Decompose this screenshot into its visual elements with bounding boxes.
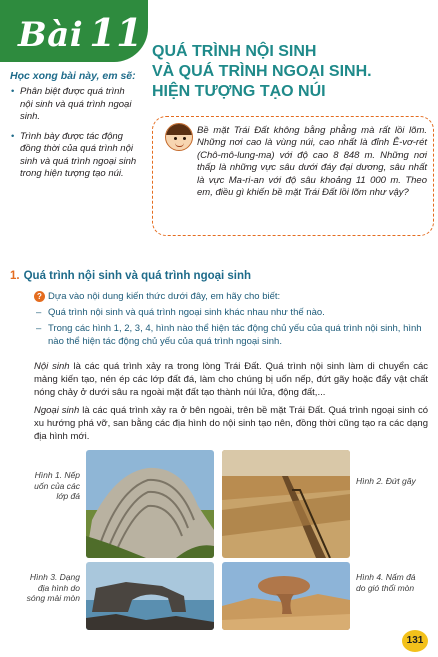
question-bullet: – Quá trình nội sinh và quá trình ngoại sinh khác nhau như thế nào.: [34, 306, 430, 319]
objective-item: • Trình bày được tác động đồng thời của quá trình nội sinh và quá trình ngoại sinh trong hiện tượng tạo núi.: [10, 131, 138, 181]
term-external: Ngoại sinh: [34, 405, 80, 416]
paragraph-external: [34, 404, 428, 443]
lesson-tab: [0, 0, 148, 62]
objective-item: • Phân biệt được quá trình nội sinh và quá trình ngoại sinh.: [10, 86, 138, 124]
figure-1-caption: Hình 1. Nếp uốn của các lớp đá: [34, 470, 80, 501]
figure-2-photo: [222, 450, 350, 558]
term-internal: Nội sinh: [34, 361, 70, 372]
title-line-3: HIỆN TƯỢNG TẠO NÚI: [152, 83, 326, 100]
lesson-number: [18, 10, 143, 55]
objectives-list: [10, 86, 138, 181]
lesson-title: [152, 42, 432, 102]
objectives-sidebar: [10, 70, 138, 188]
figure-2-caption: Hình 2. Đứt gãy: [356, 476, 416, 486]
intro-text: Bề mặt Trái Đất không bằng phẳng mà rất lồi lõm. Những nơi cao là vùng núi, cao nhất là đỉnh Ê-vơ-rét (Chô-mô-lung-ma) với độ cao 8 848 m. Những nơi thấp là những vực sâu dưới đáy đại dương, sâu nhất là vực Ma-ri-an với độ sâu khoảng 11 000 m. Theo em, điều gì khiến bề mặt Trái Đất lồi lõm như vậy?: [197, 125, 427, 199]
figure-1-photo: [86, 450, 214, 558]
section-title: Quá trình nội sinh và quá trình ngoại sinh: [23, 270, 252, 282]
figure-3-photo: [86, 562, 214, 630]
lesson-num: 11: [89, 10, 144, 55]
paragraph-internal: [34, 360, 428, 399]
figure-4-photo: [222, 562, 350, 630]
figure-4-caption: Hình 4. Nấm đá do gió thổi mòn: [356, 572, 416, 593]
paragraph-internal-text: là các quá trình xảy ra trong lòng Trái Đất. Quá trình nội sinh làm di chuyển các mảng kiến tạo, nén ép các lớp đất đá, làm cho chúng bị uốn nếp, đứt gãy hoặc đẩy vật chất nóng chảy ở dưới sâu ra ngoài mặt đất tạo thành núi lửa, động đất,...: [34, 361, 428, 398]
question-block: [34, 290, 430, 351]
student-avatar-icon: [165, 123, 193, 151]
question-bullet: – Trong các hình 1, 2, 3, 4, hình nào thể hiện tác động chủ yếu của quá trình nội sinh, hình nào thể hiện tác động chủ yếu của quá trình ngoại sinh.: [34, 322, 430, 348]
figure-3-caption: Hình 3. Dạng địa hình do sóng mài mòn: [26, 572, 80, 603]
section-number: 1.: [10, 270, 20, 282]
objectives-heading: Học xong bài này, em sẽ:: [10, 70, 136, 82]
section-heading: [10, 270, 251, 282]
page-number: 131: [402, 630, 428, 652]
intro-box: [152, 116, 434, 236]
question-prompt-text: Dựa vào nội dung kiến thức dưới đây, em hãy cho biết:: [48, 291, 281, 302]
question-icon: ?: [34, 291, 45, 302]
title-line-2: VÀ QUÁ TRÌNH NGOẠI SINH.: [152, 63, 372, 80]
lesson-label: Bài: [18, 15, 84, 55]
title-line-1: QUÁ TRÌNH NỘI SINH: [152, 43, 317, 60]
question-prompt: [34, 290, 430, 303]
paragraph-external-text: là các quá trình xảy ra ở bên ngoài, trên bề mặt Trái Đất. Quá trình ngoại sinh có xu hướng phá vỡ, san bằng các địa hình do nội sinh tạo nên, đồng thời cũng tạo ra các dạng địa hình mới.: [34, 405, 428, 442]
